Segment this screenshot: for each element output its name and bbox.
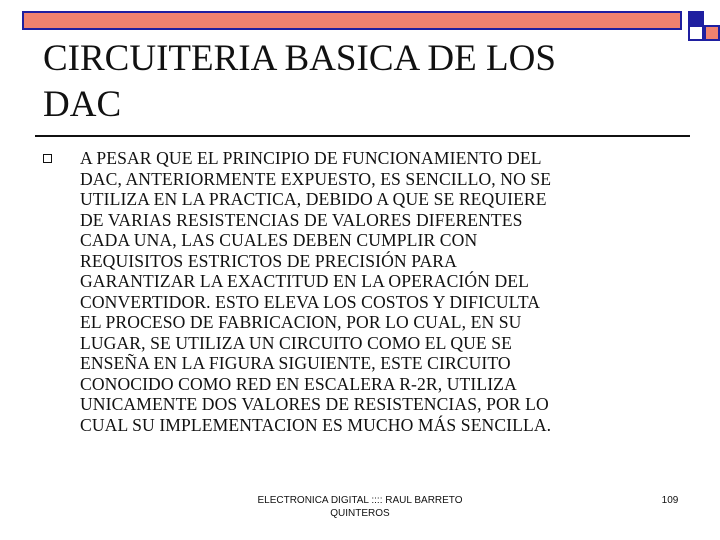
header-decoration-bar	[22, 11, 682, 30]
header-decoration-square	[704, 25, 720, 41]
body-line: LUGAR, SE UTILIZA UN CIRCUITO COMO EL QUE SE	[80, 332, 513, 353]
square-bullet-icon	[43, 154, 52, 163]
header-decoration-square	[688, 25, 704, 41]
body-line: A PESAR QUE EL PRINCIPIO DE FUNCIONAMIENTO DEL	[80, 148, 542, 168]
footer-line: ELECTRONICA DIGITAL :::: RAUL BARRETO	[257, 495, 463, 506]
slide-body-paragraph	[80, 148, 670, 435]
body-line: UTILIZA EN LA PRACTICA, DEBIDO A QUE SE REQUIERE	[80, 189, 547, 209]
body-line: EL PROCESO DE FABRICACION, POR LO CUAL, EN SU	[80, 312, 522, 332]
body-line: REQUISITOS ESTRICTOS DE PRECISIÓN PARA	[80, 250, 457, 271]
body-line: CONOCIDO COMO RED EN ESCALERA R-2R, UTILIZA	[80, 373, 517, 394]
body-line: DE VARIAS RESISTENCIAS DE VALORES DIFERENTES	[80, 209, 523, 230]
slide-title-line: CIRCUITERIA BASICA DE LOS	[43, 38, 556, 79]
body-line: UNICAMENTE DOS VALORES DE RESISTENCIAS, POR LO	[80, 394, 549, 414]
slide-title	[43, 36, 663, 128]
body-line: GARANTIZAR LA EXACTITUD EN LA OPERACIÓN DEL	[80, 271, 529, 291]
body-line: DAC, ANTERIORMENTE EXPUESTO, ES SENCILLO, NO SE	[80, 168, 552, 189]
slide-footer	[240, 494, 480, 520]
footer-line: QUINTEROS	[330, 508, 390, 519]
page-number: 109	[661, 495, 679, 506]
body-line: CONVERTIDOR. ESTO ELEVA LOS COSTOS Y DIFICULTA	[80, 291, 541, 312]
body-line: ENSEÑA EN LA FIGURA SIGUIENTE, ESTE CIRCUITO	[80, 353, 511, 373]
body-line: CADA UNA, LAS CUALES DEBEN CUMPLIR CON	[80, 230, 478, 250]
slide-title-line: DAC	[43, 84, 122, 125]
body-line: CUAL SU IMPLEMENTACION ES MUCHO MÁS SENCILLA.	[80, 414, 552, 435]
title-divider	[35, 135, 690, 137]
